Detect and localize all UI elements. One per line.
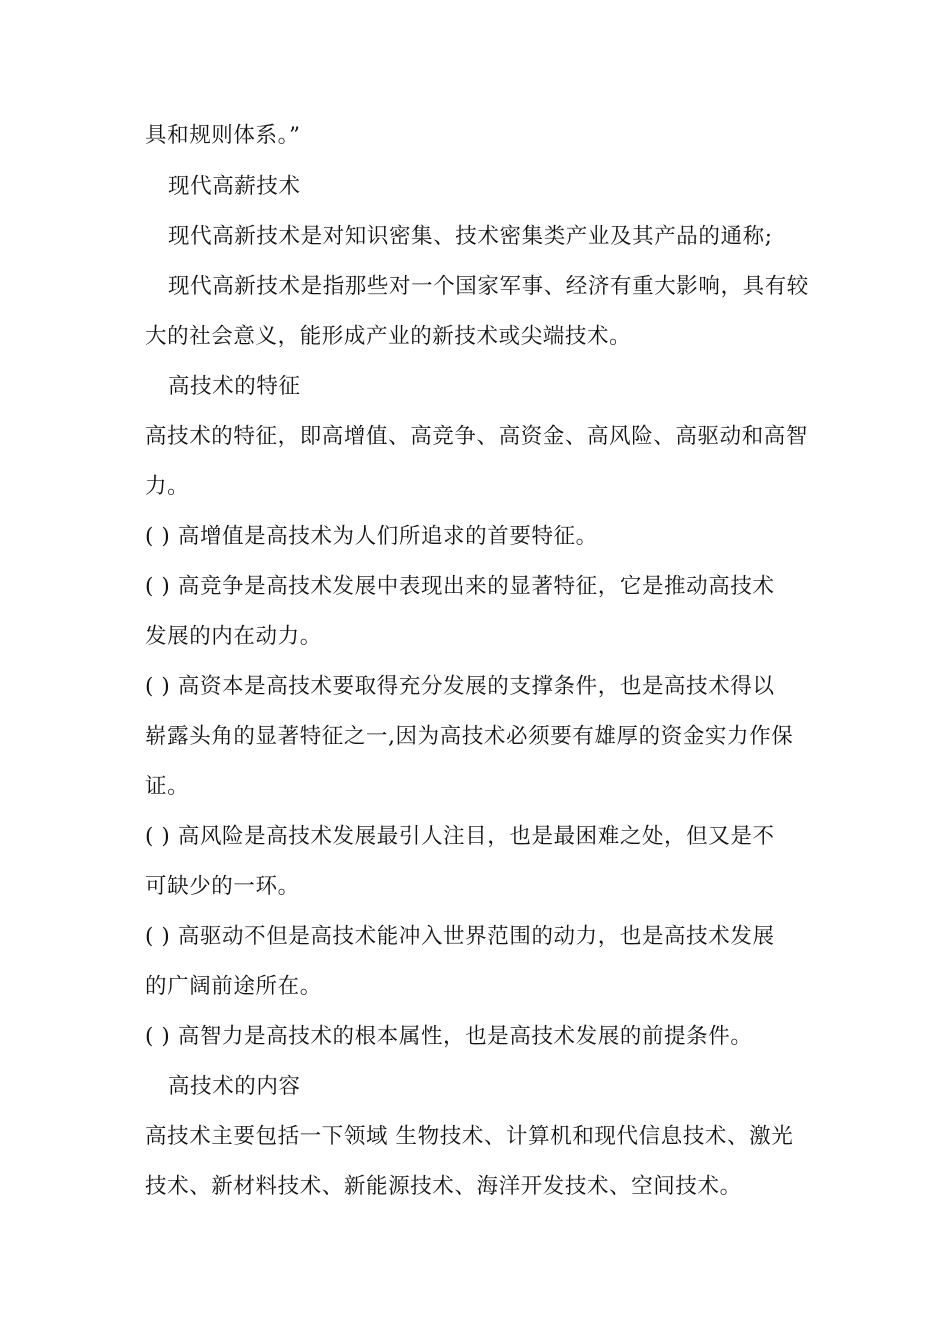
text-line: 的广阔前途所在。 [145,974,322,999]
list-item: ( ) 高智力是高技术的根本属性，也是高技术发展的前提条件。 [145,1024,753,1049]
list-item: ( ) 高竞争是高技术发展中表现出来的显著特征，它是推动高技术 [145,574,775,599]
list-item: ( ) 高驱动不但是高技术能冲入世界范围的动力，也是高技术发展 [145,924,775,949]
section-heading: 现代高薪技术 [168,174,301,199]
list-item: ( ) 高风险是高技术发展最引人注目，也是最困难之处，但又是不 [145,824,775,849]
section-heading: 高技术的特征 [168,374,301,399]
text-line: 高技术的特征，即高增值、高竞争、高资金、高风险、高驱动和高智 [145,424,809,449]
section-heading: 高技术的内容 [168,1074,301,1099]
text-line: 力。 [145,474,190,499]
text-line: 崭露头角的显著特征之一,因为高技术必须要有雄厚的资金实力作保 [145,724,794,749]
list-item: ( ) 高资本是高技术要取得充分发展的支撑条件，也是高技术得以 [145,674,775,699]
text-line: 发展的内在动力。 [145,624,322,649]
text-line: 大的社会意义，能形成产业的新技术或尖端技术。 [145,324,632,349]
text-line: 技术、新材料技术、新能源技术、海洋开发技术、空间技术。 [145,1174,742,1199]
text-line: 可缺少的一环。 [145,874,300,899]
text-line: 现代高新技术是指那些对一个国家军事、经济有重大影响，具有较 [168,274,809,299]
text-line: 现代高新技术是对知识密集、技术密集类产业及其产品的通称; [168,224,773,249]
text-line: 高技术主要包括一下领域 生物技术、计算机和现代信息技术、激光 [145,1124,794,1149]
text-line: 证。 [145,774,190,799]
list-item: ( ) 高增值是高技术为人们所追求的首要特征。 [145,524,598,549]
text-line: 具和规则体系。” [145,123,301,148]
